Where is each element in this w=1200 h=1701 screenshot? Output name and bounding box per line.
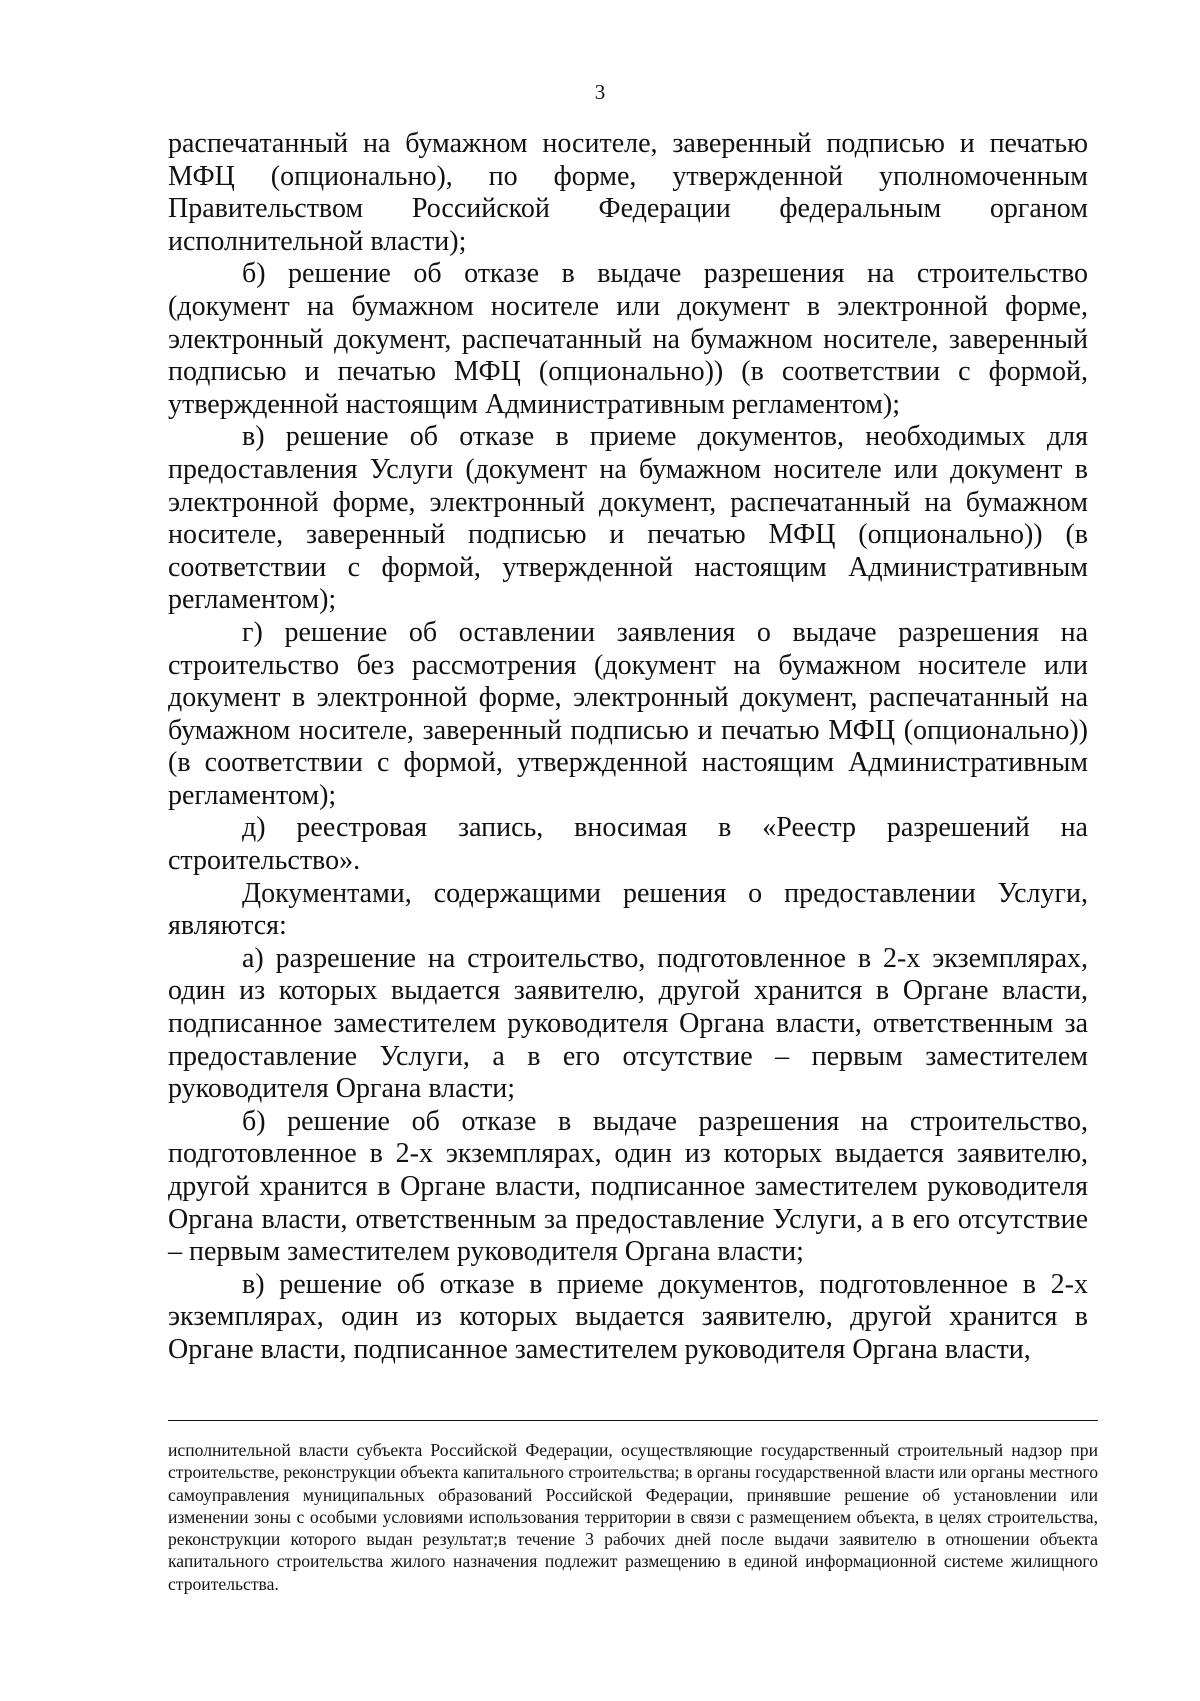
paragraph-documents-intro: Документами, содержащими решения о предоставлении Услуги, являются:	[168, 877, 1088, 942]
paragraph-item-g: г) решение об оставлении заявления о выдаче разрешения на строительство без рассмотрения (документ на бумажном носителе или документ в электронной форме, электронный документ, распечатанный на бумажном носителе, заверенный подписью и печатью МФЦ (опционально)) (в соответствии с формой, утвержденной настоящим Административным регламентом);	[168, 616, 1088, 811]
footnote-text: исполнительной власти субъекта Российской Федерации, осуществляющие государственный строительный надзор при строительстве, реконструкции объекта капитального строительства; в органы государственной власти или органы местного самоуправления муниципальных образований Российской Федерации, принявшие решение об установлении или изменении зоны с особыми условиями использования территории в связи с размещением объекта, в целях строительства, реконструкции которого выдан результат;в течение 3 рабочих дней после выдачи заявителю в отношении объекта капитального строительства жилого назначения подлежит размещению в единой информационной системе жилищного строительства.	[168, 1440, 1098, 1594]
paragraph-item-b: б) решение об отказе в выдаче разрешения на строительство (документ на бумажном носителе или документ в электронной форме, электронный документ, распечатанный на бумажном носителе, заверенный подписью и печатью МФЦ (опционально)) (в соответствии с формой, утвержденной настоящим Административным регламентом);	[168, 258, 1088, 420]
paragraph-item-d: д) реестровая запись, вносимая в «Реестр разрешений на строительство».	[168, 812, 1088, 877]
paragraph-doc-item-a: а) разрешение на строительство, подготовленное в 2-х экземплярах, один из которых выдается заявителю, другой хранится в Органе власти, подписанное заместителем руководителя Органа власти, ответственным за предоставление Услуги, а в его отсутствие – первым заместителем руководителя Органа власти;	[168, 942, 1088, 1105]
paragraph-doc-item-v: в) решение об отказе в приеме документов, подготовленное в 2-х экземплярах, один из которых выдается заявителю, другой хранится в Органе власти, подписанное заместителем руководителя Органа власти,	[168, 1268, 1088, 1365]
paragraph-doc-item-b: б) решение об отказе в выдаче разрешения на строительство, подготовленное в 2-х экземплярах, один из которых выдается заявителю, другой хранится в Органе власти, подписанное заместителем руководителя Органа власти, ответственным за предоставление Услуги, а в его отсутствие – первым заместителем руководителя Органа власти;	[168, 1105, 1088, 1268]
paragraph-continuation: распечатанный на бумажном носителе, заверенный подписью и печатью МФЦ (опционально), по форме, утвержденной уполномоченным Правительством Российской Федерации федеральным органом исполнительной власти);	[168, 128, 1088, 257]
footnote-divider	[168, 1420, 1098, 1421]
document-body	[168, 128, 1088, 1367]
paragraph-item-v: в) решение об отказе в приеме документов, необходимых для предоставления Услуги (документ на бумажном носителе или документ в электронной форме, электронный документ, распечатанный на бумажном носителе, заверенный подписью и печатью МФЦ (опционально)) (в соответствии с формой, утвержденной настоящим Административным регламентом);	[168, 421, 1088, 616]
page-number: 3	[594, 80, 606, 104]
